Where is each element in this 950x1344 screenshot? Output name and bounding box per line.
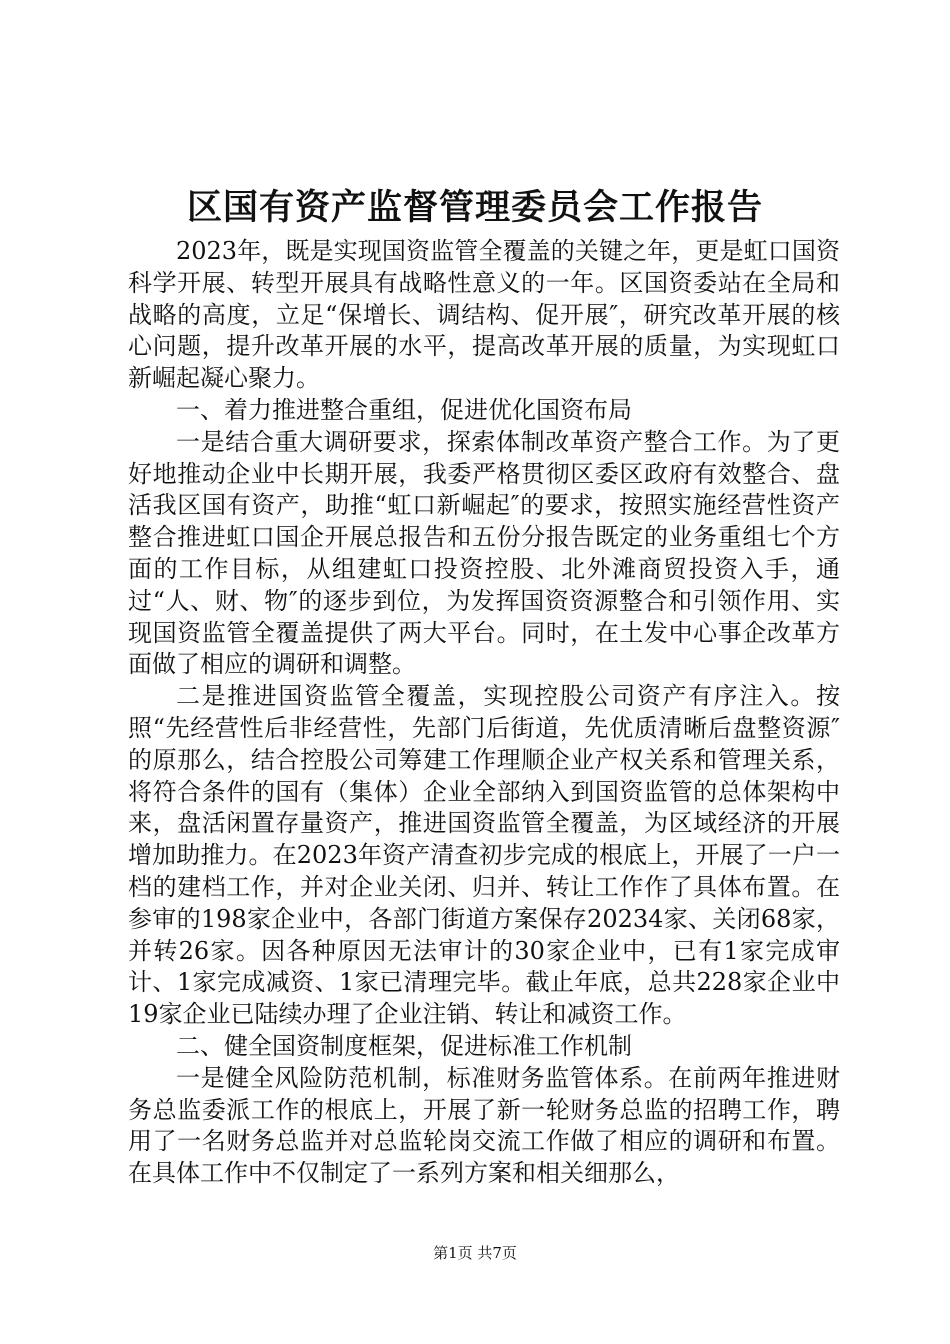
paragraph: 一是健全风险防范机制，标准财务监管体系。在前两年推进财务总监委派工作的根底上，开展了新一轮财务总监的招聘工作，聘用了一名财务总监并对总监轮岗交流工作做了相应的调研和布置。在具体工作中不仅制定了一系列方案和相关细那么，: [128, 1063, 840, 1188]
paragraph: 二是推进国资监管全覆盖，实现控股公司资产有序注入。按照“先经营性后非经营性，先部门后街道，先优质清晰后盘整资源″的原那么，结合控股公司筹建工作理顺企业产权关系和管理关系，将符合条件的国有（集体）企业全部纳入到国资监管的总体架构中来，盘活闲置存量资产，推进国资监管全覆盖，为区域经济的开展增加助推力。在2023年资产清查初步完成的根底上，开展了一户一档的建档工作，并对企业关闭、归并、转让工作作了具体布置。在参审的198家企业中，各部门街道方案保存20234家、关闭68家，并转26家。因各种原因无法审计的30家企业中，已有1家完成审计、1家完成减资、1家已清理完毕。截止年底，总共228家企业中19家企业已陆续办理了企业注销、转让和减资工作。: [128, 682, 840, 1029]
section-heading: 二、健全国资制度框架，促进标准工作机制: [176, 1031, 632, 1060]
paragraph: 一是结合重大调研要求，探索体制改革资产整合工作。为了更好地推动企业中长期开展，我委严格贯彻区委区政府有效整合、盘活我区国有资产，助推“虹口新崛起″的要求，按照实施经营性资产整合推进虹口国企开展总报告和五份分报告既定的业务重组七个方面的工作目标，从组建虹口投资控股、北外滩商贸投资入手，通过“人、财、物″的逐步到位，为发挥国资资源整合和引领作用、实现国资监管全覆盖提供了两大平台。同时，在土发中心事企改革方面做了相应的调研和调整。: [128, 427, 840, 679]
document-title: 区国有资产监督管理委员会工作报告: [186, 187, 763, 228]
paragraph: 2023年，既是实现国资监管全覆盖的关键之年，更是虹口国资科学开展、转型开展具有战略性意义的一年。区国资委站在全局和战略的高度，立足“保增长、调结构、促开展″，研究改革开展的核心问题，提升改革开展的水平，提高改革开展的质量，为实现虹口新崛起凝心聚力。: [128, 237, 840, 393]
page-footer: 第1页 共7页: [433, 1244, 517, 1262]
section-heading: 一、着力推进整合重组，促进优化国资布局: [176, 395, 632, 424]
document-body: [128, 236, 840, 1190]
